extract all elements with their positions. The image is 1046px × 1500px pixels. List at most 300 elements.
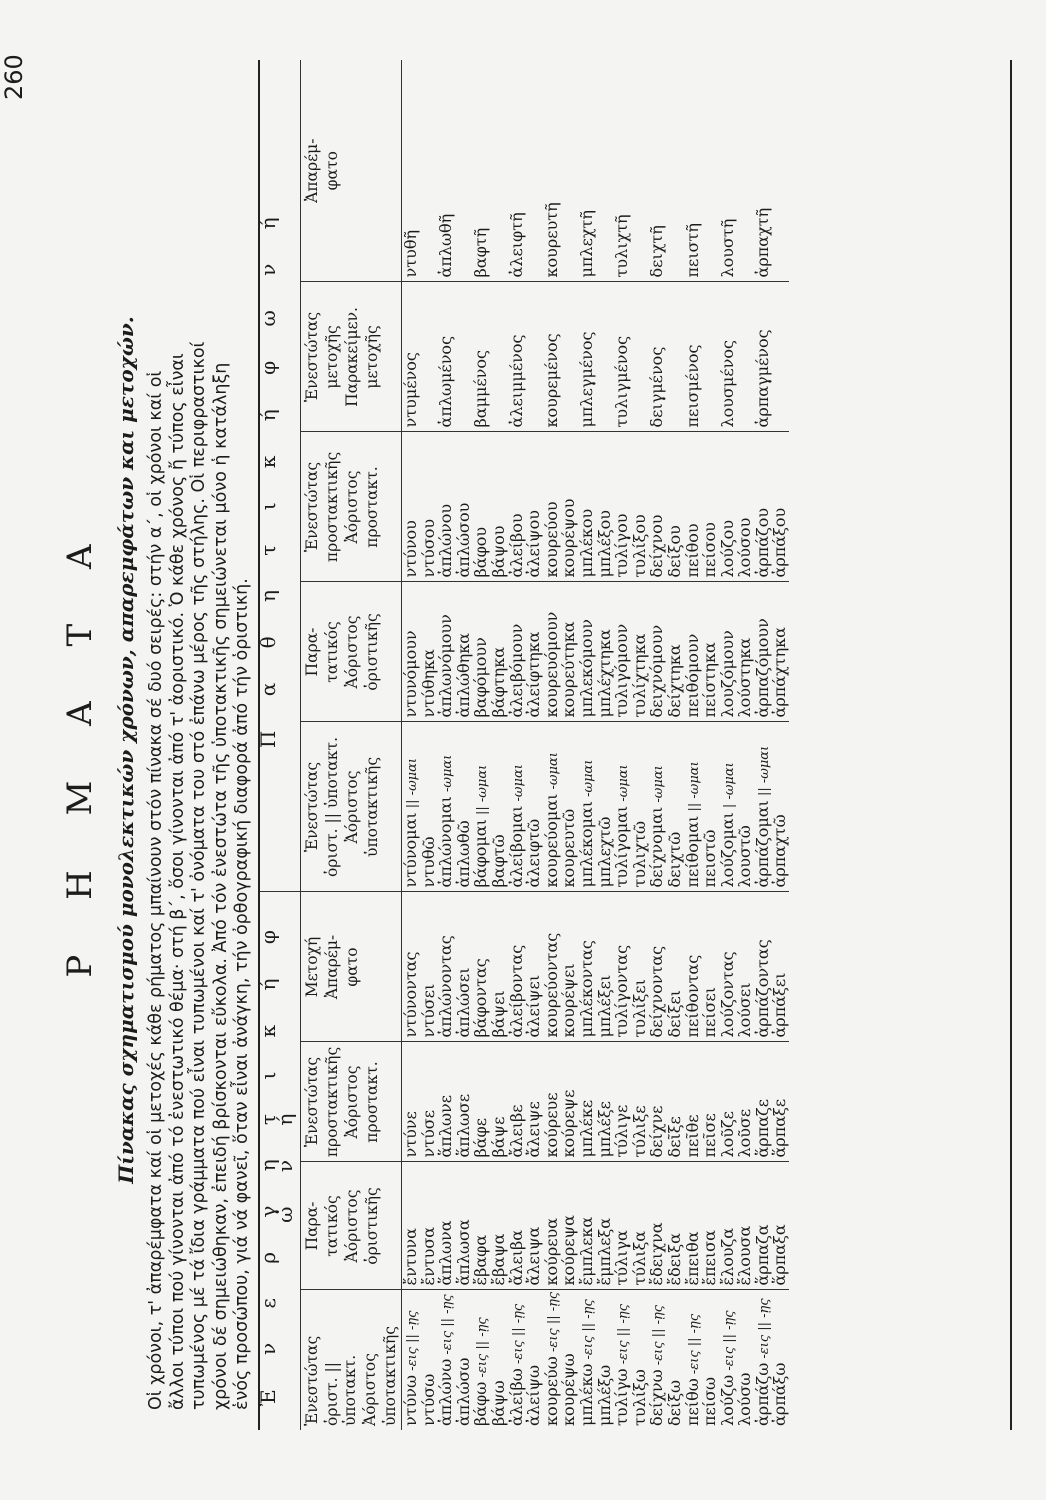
verb-form [631, 1295, 649, 1427]
verb-form [684, 1295, 702, 1427]
verb-form: ντύθηκα [418, 649, 438, 718]
verb-form: ἁπλώσου [453, 502, 473, 578]
verb-form: ἔπειθα [682, 1231, 702, 1286]
verb-form: ἔντυσα [418, 1226, 438, 1286]
verb-form: βαμμένος [471, 350, 491, 428]
verb-stem: λούσω [735, 1372, 755, 1426]
header-line: Ἀόριστος [343, 615, 361, 689]
verb-stem: βάψω [488, 1380, 508, 1426]
header-line: ὁριστ. || ὑποτακτ. [323, 736, 341, 878]
verb-stem: δείξω [664, 1379, 684, 1426]
verb-form: πειθόμουν [682, 633, 702, 718]
verb-form: ἄλειψε [524, 1101, 544, 1158]
verb-form [719, 726, 737, 887]
verb-form: τυλίξου [629, 514, 649, 578]
verb-form: ἀλείβου [506, 513, 526, 578]
header-line: ὑποτακτικῆς [363, 757, 381, 857]
verb-stem: ἁρπάξω [770, 1362, 790, 1426]
verb-ending: -εις || -ῃς [616, 1304, 632, 1369]
verb-form: λουζόμουν [717, 630, 737, 718]
verb-ending: -ωμαι [651, 765, 667, 807]
verb-form: βάψει [488, 990, 508, 1038]
verb-form: κουρεύου [541, 501, 561, 578]
verb-form: πειστῆ [682, 223, 702, 278]
verb-form: πείσου [700, 522, 720, 578]
verb-form [771, 1295, 789, 1427]
verb-form: ἅπλωσα [453, 1219, 473, 1286]
verb-form: ἄλειψα [524, 1226, 544, 1286]
verb-form: ἔλουσα [735, 1225, 755, 1286]
verb-form: ἅπλωσε [453, 1093, 473, 1158]
verb-ending: -ωμαι [545, 752, 561, 794]
verb-form: ἅπλωνα [436, 1220, 456, 1286]
page-title: Ρ Η Μ Α Τ Α [60, 522, 100, 978]
verb-form: κουρεύτηκα [559, 621, 579, 718]
verb-stem: ἁρπαχτῶ [770, 814, 790, 888]
verb-form [754, 726, 772, 887]
verb-form: δεῖξε [664, 1116, 684, 1158]
column-passive-present-subjunctive [402, 722, 790, 892]
verb-form: ἁπλώθηκα [453, 632, 473, 718]
verb-form: μπλεκόμουν [576, 619, 596, 718]
verb-form [560, 726, 578, 887]
header-line: προστακτικῆς [323, 451, 341, 563]
verb-form: κουρευόμουν [541, 611, 561, 718]
intro-line: ἄλλοι τύποι πού γίνονται ἀπό τό ἐνεστωτικό θέμα· στή β΄, ὅσοι γίνονται ἀπό τ' ἀοριστικό. Ὁ κάθε χρόνος ἤ τύπος εἶναι [167, 353, 188, 1410]
verb-form: μπλεχτῆ [576, 210, 596, 278]
verb-form [631, 726, 649, 887]
verb-form [541, 1291, 561, 1427]
header-line: Παρα- [303, 627, 321, 677]
verb-form: ἔδειξα [664, 1233, 684, 1286]
verb-form: λούσου [735, 517, 755, 578]
verb-stem: μπλεχτῶ [594, 816, 614, 888]
verb-form: μπλέκου [576, 508, 596, 578]
header-passive-infinitive [301, 60, 402, 282]
verb-form: τυλιγμένος [612, 335, 632, 428]
verb-form [648, 1295, 666, 1427]
verb-form: μπλεγμένος [576, 331, 596, 428]
verb-form: πείθου [682, 523, 702, 578]
column-active-imperative [402, 1042, 790, 1162]
verb-ending: -ωμαι [440, 754, 456, 797]
header-line: τατικός [323, 1195, 341, 1257]
verb-ending: -ωμαι [580, 759, 596, 802]
verb-stem: δείχνομαι [647, 806, 667, 888]
verb-ending: -εις || -ῃς [721, 1310, 737, 1375]
header-line: Παρακείμεν. [343, 307, 361, 407]
header-line: Παρα- [303, 1201, 321, 1251]
verb-stem: βάφομαι [471, 819, 491, 888]
verb-stem: ἁπλώνω [436, 1358, 456, 1426]
verb-form: ἀλείψου [524, 510, 544, 578]
header-passive-imperfect-aorist [301, 582, 402, 722]
intro-line: Οἱ χρόνοι, τ' ἀπαρέμφατα καί οἱ μετοχές κάθε ρήματος μπαίνουν στόν πίνακα σέ δυό σειρές: στήν α΄, οἱ χρόνοι καί οἱ [146, 370, 166, 1410]
verb-form: τυλίχτηκα [629, 633, 649, 718]
verb-form: ἁρπάξει [770, 972, 790, 1038]
header-passive-present-subjunctive [301, 722, 402, 892]
verb-form: τύλιξα [629, 1230, 649, 1286]
verb-ending: -εις || -ῃς [651, 1304, 667, 1370]
verb-form [596, 726, 614, 887]
verb-form: πείσει [700, 986, 720, 1038]
verb-form: κούρευα [541, 1217, 561, 1286]
verb-form: κουρεύοντας [541, 932, 561, 1038]
verb-stem: μπλέκω [576, 1363, 596, 1426]
verb-ending: -εις || -ῃς [510, 1303, 526, 1369]
verb-form: δειχνόμουν [647, 624, 667, 718]
header-passive-participles [301, 282, 402, 432]
verb-stem: ἀλείβομαι [506, 805, 526, 888]
header-active-present-subjunctive [301, 1290, 402, 1430]
verb-form: βάφτηκα [488, 646, 508, 718]
verb-form [508, 1295, 526, 1427]
verb-form [472, 1295, 490, 1427]
header-line: προστακτικῆς [323, 1046, 341, 1158]
verb-ending: | -ωμαι [721, 762, 737, 813]
verb-ending: -εις || -ῃς [756, 1298, 772, 1363]
header-line: Ἀόριστος [343, 1065, 361, 1139]
verb-form: λούζοντας [717, 951, 737, 1038]
verb-form [666, 1295, 684, 1427]
verb-form: δείχνε [647, 1105, 667, 1158]
table-subtitle: Πίνακας σχηματισμού μονολεκτικών χρόνων, απαρεμφάτων και μετοχών. [114, 316, 138, 1184]
verb-form: ἔμπλεκα [576, 1216, 596, 1286]
verb-form: βάψε [488, 1116, 508, 1158]
header-passive-imperative [301, 432, 402, 582]
verb-form: δείξει [664, 989, 684, 1038]
verb-form: ἁρπαζόμουν [752, 618, 772, 718]
verb-form: λοῦζε [717, 1111, 737, 1158]
verb-form [437, 726, 455, 887]
verb-form: ἔβαψα [488, 1233, 508, 1286]
verb-stem: ντυθῶ [418, 836, 438, 888]
header-line: φατο [343, 947, 361, 987]
verb-ending: -εις || -ῃς [475, 1317, 491, 1382]
verb-form [701, 1295, 719, 1427]
verb-stem: πείθομαι [682, 815, 702, 888]
verb-stem: πειστῶ [700, 829, 720, 888]
verb-form [490, 1295, 508, 1427]
verb-form: ἁπλώνου [436, 503, 456, 578]
verb-form: βάφοντας [471, 958, 491, 1038]
verb-form: βάψου [488, 525, 508, 578]
verb-form [666, 726, 684, 887]
verb-stem: λουστῶ [735, 825, 755, 888]
verb-form: ἁρπαγμένος [752, 329, 772, 428]
verb-form: ντύνου [401, 520, 420, 578]
verb-form [771, 726, 789, 887]
verb-form: ἀλείβοντας [506, 944, 526, 1038]
verb-form: δείχτηκα [664, 644, 684, 718]
verb-form [437, 1295, 455, 1427]
verb-form: πείστηκα [700, 642, 720, 718]
verb-form: ντύσει [418, 983, 438, 1038]
verb-form [420, 1295, 438, 1427]
verb-form: βάφε [471, 1117, 491, 1158]
page-number: 260 [0, 54, 28, 100]
verb-form: βαφόμουν [471, 637, 491, 718]
verb-ending: -εις || -ῃς [405, 1310, 420, 1375]
header-line: Ἐνεστώτας [303, 461, 321, 553]
verb-form: ἔμπλεξα [594, 1217, 614, 1286]
verb-form: ἁρπάζοντας [752, 939, 772, 1038]
verb-form: κουρέψει [559, 963, 579, 1038]
verb-stem: ἀλειφτῶ [524, 818, 544, 888]
verb-form: ἅρπαξα [770, 1224, 790, 1286]
verb-form: λούσει [735, 982, 755, 1038]
verb-stem: δείχνω [647, 1369, 667, 1426]
verb-form: λοῦσε [735, 1108, 755, 1158]
verb-form [736, 1295, 754, 1427]
verb-ending: -εις || -ῃς [580, 1299, 596, 1364]
header-line: μετοχῆς [363, 325, 381, 389]
verb-form: κούρευε [541, 1092, 561, 1158]
header-line: φατο [323, 151, 341, 191]
header-active-imperative [301, 1042, 402, 1162]
header-line: Ἐνεστώτας [303, 1335, 321, 1426]
verb-ending: || -ωμαι [405, 758, 420, 813]
verb-ending: -εις || -ῃς [686, 1313, 702, 1379]
verb-form [402, 1295, 420, 1427]
verb-ending: -εις || -ῃς [440, 1294, 456, 1359]
intro-line: ἑνός προσώπου, γιά νά φανεῖ, ὅταν εἶναι ἀνάγκη, τήν ὀρθογραφική διαφορά ἀπό τήν ὁριστική. [232, 578, 252, 1410]
verb-form: ἔπεισα [700, 1230, 720, 1286]
verb-form: ἀλείψει [524, 974, 544, 1038]
verb-form: τύλιξε [629, 1105, 649, 1158]
header-line: Ἀόριστος [343, 470, 361, 544]
verb-stem: τυλιχτῶ [629, 820, 649, 888]
verb-form [508, 726, 526, 887]
verb-form: τύλιγα [612, 1230, 632, 1286]
header-line: Ἀπαρέμ- [323, 934, 341, 1000]
verb-stem: λούζω [717, 1374, 737, 1426]
verb-form: δείξου [664, 525, 684, 578]
verb-form: τυλιγόμουν [612, 623, 632, 718]
column-passive-imperfect-aorist [402, 582, 790, 722]
verb-ending: || -ωμαι [756, 745, 772, 801]
verb-stem: ντύσω [418, 1373, 438, 1426]
verb-form [420, 726, 438, 887]
verb-form: ἁπλώνοντας [436, 935, 456, 1038]
header-line: Ἐνεστώτας [303, 1056, 321, 1148]
verb-ending: -ωμαι [616, 764, 632, 806]
verb-form [684, 726, 702, 887]
verb-form: μπλέκε [576, 1099, 596, 1158]
verb-form: ἁρπάζου [752, 507, 772, 578]
bottom-rule [1010, 60, 1012, 1430]
verb-stem: κουρεύομαι [541, 793, 561, 888]
verb-ending: || -ωμαι [475, 764, 491, 820]
verb-form: κουρεμένος [541, 333, 561, 428]
verb-form: ἁρπάξου [770, 507, 790, 578]
verb-form [455, 726, 473, 887]
verb-stem: μπλέκομαι [576, 801, 596, 888]
verb-form [613, 726, 631, 887]
verb-stem: τυλίξω [629, 1369, 649, 1426]
verb-form: ἀλειφτῆ [506, 212, 526, 278]
verb-form: ἀλειμμένος [506, 334, 526, 428]
header-line: μετοχῆς [323, 325, 341, 389]
verb-form [402, 726, 420, 887]
verb-form [578, 726, 596, 887]
verb-form: μπλέξει [594, 974, 614, 1038]
verb-form: τυλιχτῆ [612, 214, 632, 278]
verb-form: τυλίγοντας [612, 944, 632, 1038]
verb-form [543, 726, 561, 887]
verb-stem: ἀλείψω [524, 1364, 544, 1426]
column-passive-imperative [402, 432, 790, 582]
verb-form [648, 726, 666, 887]
column-active-imperfect-aorist [402, 1162, 790, 1290]
verb-form: ἅρπαζα [752, 1224, 772, 1286]
verb-stem: τυλίγομαι [612, 805, 632, 888]
header-line: ὁριστικῆς [363, 613, 381, 691]
verb-form: ντυμένος [401, 352, 420, 428]
verb-form [560, 1295, 578, 1427]
intro-line: χρόνοι δέ σημειώθηκαν, ἐπειδή βρίσκονται εὔκολα. Ἀπό τόν ἐνεστώτα τῆς ὑποτακτικῆς σημειώνεται μόνο ἡ κατάληξη [210, 362, 231, 1410]
verb-form: ἀλείφτηκα [524, 631, 544, 718]
header-line: προστακτ. [363, 1061, 381, 1143]
header-line: τατικός [323, 621, 341, 683]
verb-stem: ἁρπάζομαι [752, 800, 772, 888]
verb-form: λούστηκα [735, 637, 755, 718]
verb-form: δειχτῆ [647, 225, 667, 278]
header-line: Ἐνεστώτας [303, 761, 321, 853]
column-active-participle-infinitive [402, 892, 790, 1042]
intro-paragraph [146, 80, 254, 1410]
verb-form: μπλέχτηκα [594, 629, 614, 718]
header-line: Μετοχή [303, 936, 321, 998]
verb-form: ἁπλωνόμουν [436, 614, 456, 718]
verb-form: δείχνου [647, 514, 667, 578]
verb-form: ἅπλωνε [436, 1094, 456, 1158]
verb-stem: ἁπλώσω [453, 1357, 473, 1426]
verb-form: ἁπλώσει [453, 967, 473, 1038]
verb-form: ἄλειβα [506, 1229, 526, 1286]
active-voice-heading: Ἐ ν ε ρ γ η τ ι κ ή φ ω ν ή [259, 892, 301, 1430]
verb-form [525, 726, 543, 887]
column-active-present-subjunctive [402, 1290, 790, 1430]
verb-stem: ντύνομαι [401, 812, 420, 888]
verb-form: δειγμένος [647, 346, 667, 428]
verb-form: κουρευτῆ [541, 202, 561, 278]
header-line: ὑποτακτικῆς [381, 1326, 399, 1426]
verb-form: βάφου [471, 526, 491, 578]
verb-stem: κουρέψω [559, 1353, 579, 1426]
verb-form: πεῖσε [700, 1113, 720, 1158]
header-line: Ἀόριστος [343, 1189, 361, 1263]
verb-form: ντύνοντας [401, 951, 420, 1038]
verb-form: μπλέκοντας [576, 940, 596, 1038]
verb-form [719, 1295, 737, 1427]
verb-form: μπλέξου [594, 509, 614, 578]
verb-stem: μπλέξω [594, 1364, 614, 1426]
verb-form [701, 726, 719, 887]
verb-stem: κουρεύω [541, 1356, 561, 1426]
verb-form: κούρεψα [559, 1215, 579, 1286]
verb-form [472, 726, 490, 887]
verb-stem: τυλίγω [612, 1368, 632, 1426]
verb-form [736, 726, 754, 887]
header-active-participle-infinitive [301, 892, 402, 1042]
verb-form: ἀλειβόμουν [506, 623, 526, 718]
verb-form: ντυθῆ [401, 229, 420, 278]
verb-form: ἄλειβε [506, 1104, 526, 1158]
verb-form: ἁρπάχτηκα [770, 627, 790, 718]
verb-form [490, 726, 508, 887]
verb-form: λουσμένος [717, 340, 737, 428]
verb-stem: ἀλείβω [506, 1368, 526, 1426]
verb-ending: -ωμαι [510, 764, 526, 806]
verb-form: τύλιγε [612, 1104, 632, 1158]
verb-stem: λούζομαι [717, 812, 737, 888]
verb-stem: βάφω [471, 1381, 491, 1426]
verb-form: δείχνοντας [647, 945, 667, 1038]
verb-form: βαφτῆ [471, 227, 491, 278]
passive-voice-heading: Π α θ η τ ι κ ή φ ω ν ή [259, 60, 301, 892]
verb-stem: πείθω [682, 1378, 702, 1426]
column-passive-infinitive [402, 60, 790, 282]
header-line: Ἀόριστος [361, 1353, 379, 1426]
verb-formation-table [258, 60, 789, 1430]
verb-ending: -εις || -ῃς [545, 1291, 561, 1357]
verb-form: πεισμένος [682, 344, 702, 428]
verb-form: λούζου [717, 519, 737, 578]
verb-form [754, 1295, 772, 1427]
verb-form: ἅρπαξε [770, 1098, 790, 1158]
header-line: προστακτ. [363, 466, 381, 548]
column-passive-participles [402, 282, 790, 432]
verb-form: τυλίξει [629, 979, 649, 1038]
header-line: Ἀπαρέμ- [303, 138, 321, 203]
verb-form: ἁπλωμένος [436, 335, 456, 428]
verb-form: κούρεψε [559, 1089, 579, 1158]
verb-form: ἔλουζα [717, 1227, 737, 1286]
header-line: Ἀόριστος [343, 770, 361, 844]
verb-form: ἁρπαχτῆ [752, 207, 772, 278]
header-active-imperfect-aorist [301, 1162, 402, 1290]
verb-stem: πείσω [700, 1376, 720, 1426]
verb-form [613, 1295, 631, 1427]
verb-stem: δειχτῶ [664, 831, 684, 888]
header-line: ὁριστ. || ὑποτακτ. [323, 1354, 359, 1426]
verb-form [578, 1295, 596, 1427]
verb-stem: ἁπλώνομαι [436, 796, 456, 888]
verb-ending: || -ωμαι [686, 761, 702, 816]
verb-form: ἁπλωθῆ [436, 213, 456, 278]
intro-line: τυπωμένος μέ τά ἴδια γράμματα πού εἶναι τυπωμένοι καί τ' ὀνόματα του στό ἐπάνω μέρος τῆς στήλης. Οἱ περιφραστικοί [189, 341, 209, 1410]
verb-form [455, 1295, 473, 1427]
verb-form: λουστῆ [717, 218, 737, 278]
verb-form: ἔβαφα [471, 1234, 491, 1286]
verb-form: ἔντυνα [401, 1228, 420, 1286]
verb-form: πείθοντας [682, 954, 702, 1038]
verb-stem: ντύνω [401, 1374, 420, 1426]
header-line: Ἐνεστώτας [303, 311, 321, 403]
verb-form: πεῖθε [682, 1114, 702, 1158]
verb-form: ντύνε [401, 1111, 420, 1158]
verb-stem: ἁπλωθῶ [453, 820, 473, 888]
verb-form: ντύσε [418, 1109, 438, 1158]
verb-form: ντύσου [418, 518, 438, 578]
verb-stem: κουρευτῶ [559, 808, 579, 888]
verb-form: τυλίγου [612, 513, 632, 578]
verb-form: ἔδειχνα [647, 1222, 667, 1286]
verb-stem: βαφτῶ [488, 834, 508, 888]
verb-form: μπλέξε [594, 1101, 614, 1158]
verb-form: κουρέψου [559, 498, 579, 578]
